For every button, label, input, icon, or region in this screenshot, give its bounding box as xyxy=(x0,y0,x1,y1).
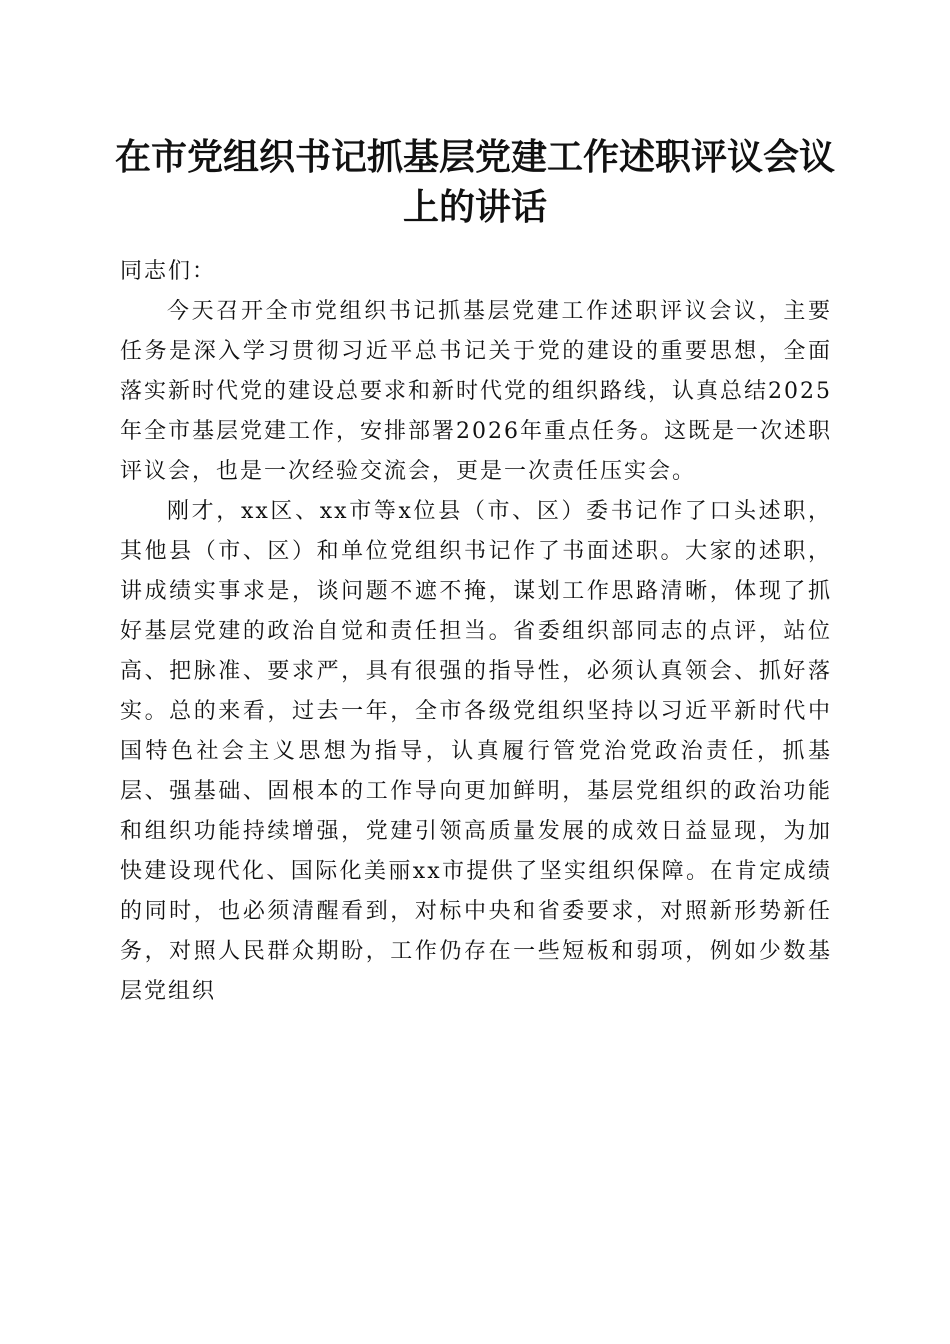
title-line-1: 在市党组织书记抓基层党建工作述职评议会议 xyxy=(114,136,835,178)
salutation: 同志们： xyxy=(120,259,217,284)
paragraph-review: 刚才，xx区、xx市等x位县（市、区）委书记作了口头述职，其他县（市、区）和单位党组织书记作了书面述职。大家的述职，讲成绩实事求是，谈问题不遮不掩，谋划工作思路清晰，体现了抓好基层党建的政治自觉和责任担当。省委组织部同志的点评，站位高、把脉准、要求严，具有很强的指导性，必须认真领会、抓好落实。总的来看，过去一年，全市各级党组织坚持以习近平新时代中国特色社会主义思想为指导，认真履行管党治党政治责任，抓基层、强基础、固根本的工作导向更加鲜明，基层党组织的政治功能和组织功能持续增强，党建引领高质量发展的成效日益显现，为加快建设现代化、国际化美丽xx市提供了坚实组织保障。在肯定成绩的同时，也必须清醒看到，对标中央和省委要求，对照新形势新任务，对照人民群众期盼，工作仍存在一些短板和弱项，例如少数基层党组织 xyxy=(120,499,832,1004)
document-body xyxy=(120,252,832,1012)
document-title xyxy=(110,132,840,232)
title-line-2: 上的讲话 xyxy=(402,186,547,228)
paragraph-opening: 今天召开全市党组织书记抓基层党建工作述职评议会议，主要任务是深入学习贯彻习近平总书记关于党的建设的重要思想，全面落实新时代党的建设总要求和新时代党的组织路线，认真总结2025年全市基层党建工作，安排部署2026年重点任务。这既是一次述职评议会，也是一次经验交流会，更是一次责任压实会。 xyxy=(120,299,832,484)
